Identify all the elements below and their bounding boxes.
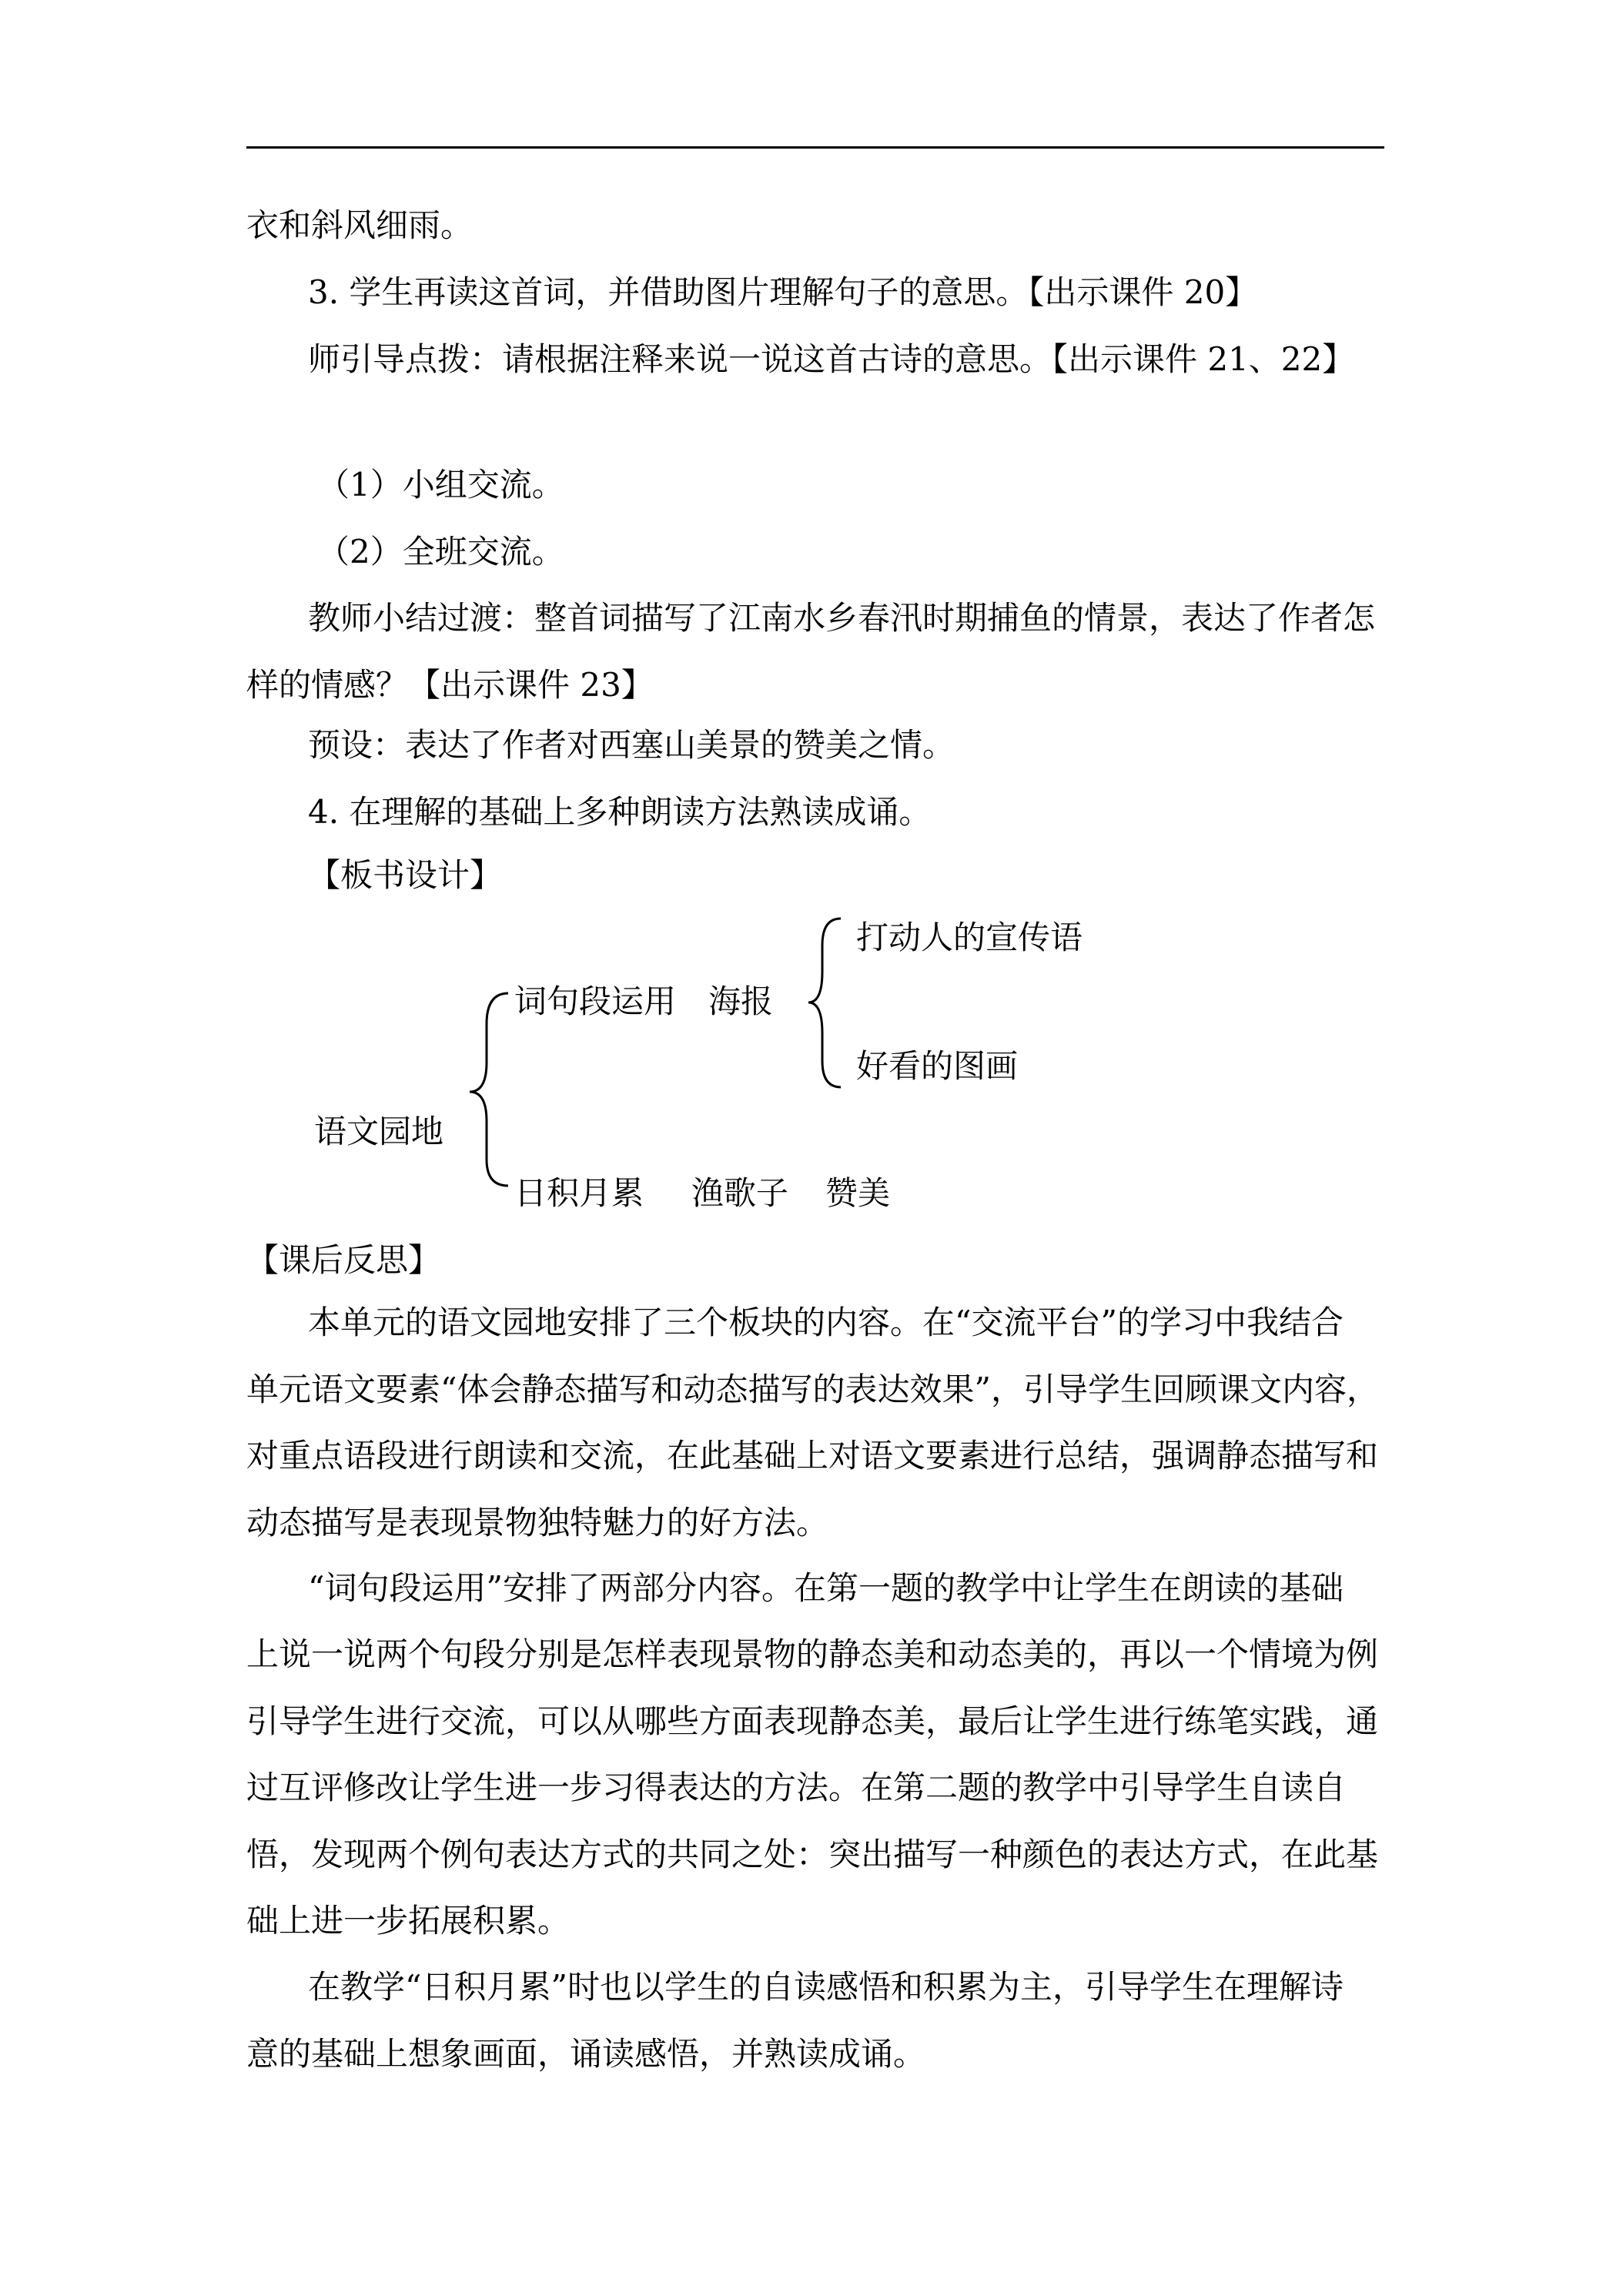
text-line: 衣和斜风细雨。 [246,206,474,244]
header-rule [246,146,1384,149]
sub-brace [808,919,841,1087]
text-line: （2）全班交流。 [317,533,564,571]
text-line: 样的情感？【出示课件 23】 [246,666,654,704]
text-line: “词句段运用”安排了两部分内容。在第一题的教学中让学生在朗读的基础 [308,1569,1344,1607]
leaf-picture: 好看的图画 [856,1047,1019,1085]
branch-sentence-use: 词句段运用 [514,982,677,1020]
text-line: 本单元的语文园地安排了三个板块的内容。在“交流平台”的学习中我结合 [308,1304,1344,1341]
text-line: 上说一说两个句段分别是怎样表现景物的静态美和动态美的，再以一个情境为例 [246,1635,1379,1673]
text-line: 4. 在理解的基础上多种朗读方法熟读成诵。 [308,793,932,831]
board-design-heading: 【板书设计】 [308,856,503,894]
text-line: 预设：表达了作者对西塞山美景的赞美之情。 [308,726,955,764]
branch-poster: 海报 [708,982,774,1020]
text-line: （1）小组交流。 [317,466,564,504]
text-line: 引导学生进行交流，可以从哪些方面表现静态美，最后让学生进行练笔实践，通 [246,1702,1379,1740]
text-line: 过互评修改让学生进一步习得表达的方法。在第二题的教学中引导学生自读自 [246,1769,1347,1806]
leaf-slogan: 打动人的宣传语 [856,919,1083,956]
text-line: 单元语文要素“体会静态描写和动态描写的表达效果”，引导学生回顾课文内容， [246,1371,1379,1408]
branch-daily-accumulation: 日积月累 [514,1174,644,1212]
text-line: 3. 学生再读这首词，并借助图片理解句子的意思。【出示课件 20】 [308,273,1258,311]
root-brace [470,993,508,1186]
text-line: 教师小结过渡：整首词描写了江南水乡春汛时期捕鱼的情景，表达了作者怎 [308,599,1376,637]
text-line: 意的基础上想象画面，诵读感悟，并熟读成诵。 [246,2035,926,2073]
text-line: 动态描写是表现景物独特魅力的好方法。 [246,1504,829,1541]
reflection-heading: 【课后反思】 [246,1241,441,1279]
text-line: 在教学“日积月累”时也以学生的自读感悟和积累为主，引导学生在理解诗 [308,1968,1344,2006]
root-chinese-garden: 语文园地 [314,1113,444,1150]
branch-praise: 赞美 [825,1174,891,1212]
text-line: 础上进一步拓展积累。 [246,1902,571,1940]
text-line: 师引导点拨：请根据注释来说一说这首古诗的意思。【出示课件 21、22】 [308,340,1355,378]
branch-fisherman-song: 渔歌子 [691,1174,789,1212]
text-line: 对重点语段进行朗读和交流，在此基础上对语文要素进行总结，强调静态描写和 [246,1437,1379,1474]
text-line: 悟，发现两个例句表达方式的共同之处：突出描写一种颜色的表达方式，在此基 [246,1836,1379,1873]
